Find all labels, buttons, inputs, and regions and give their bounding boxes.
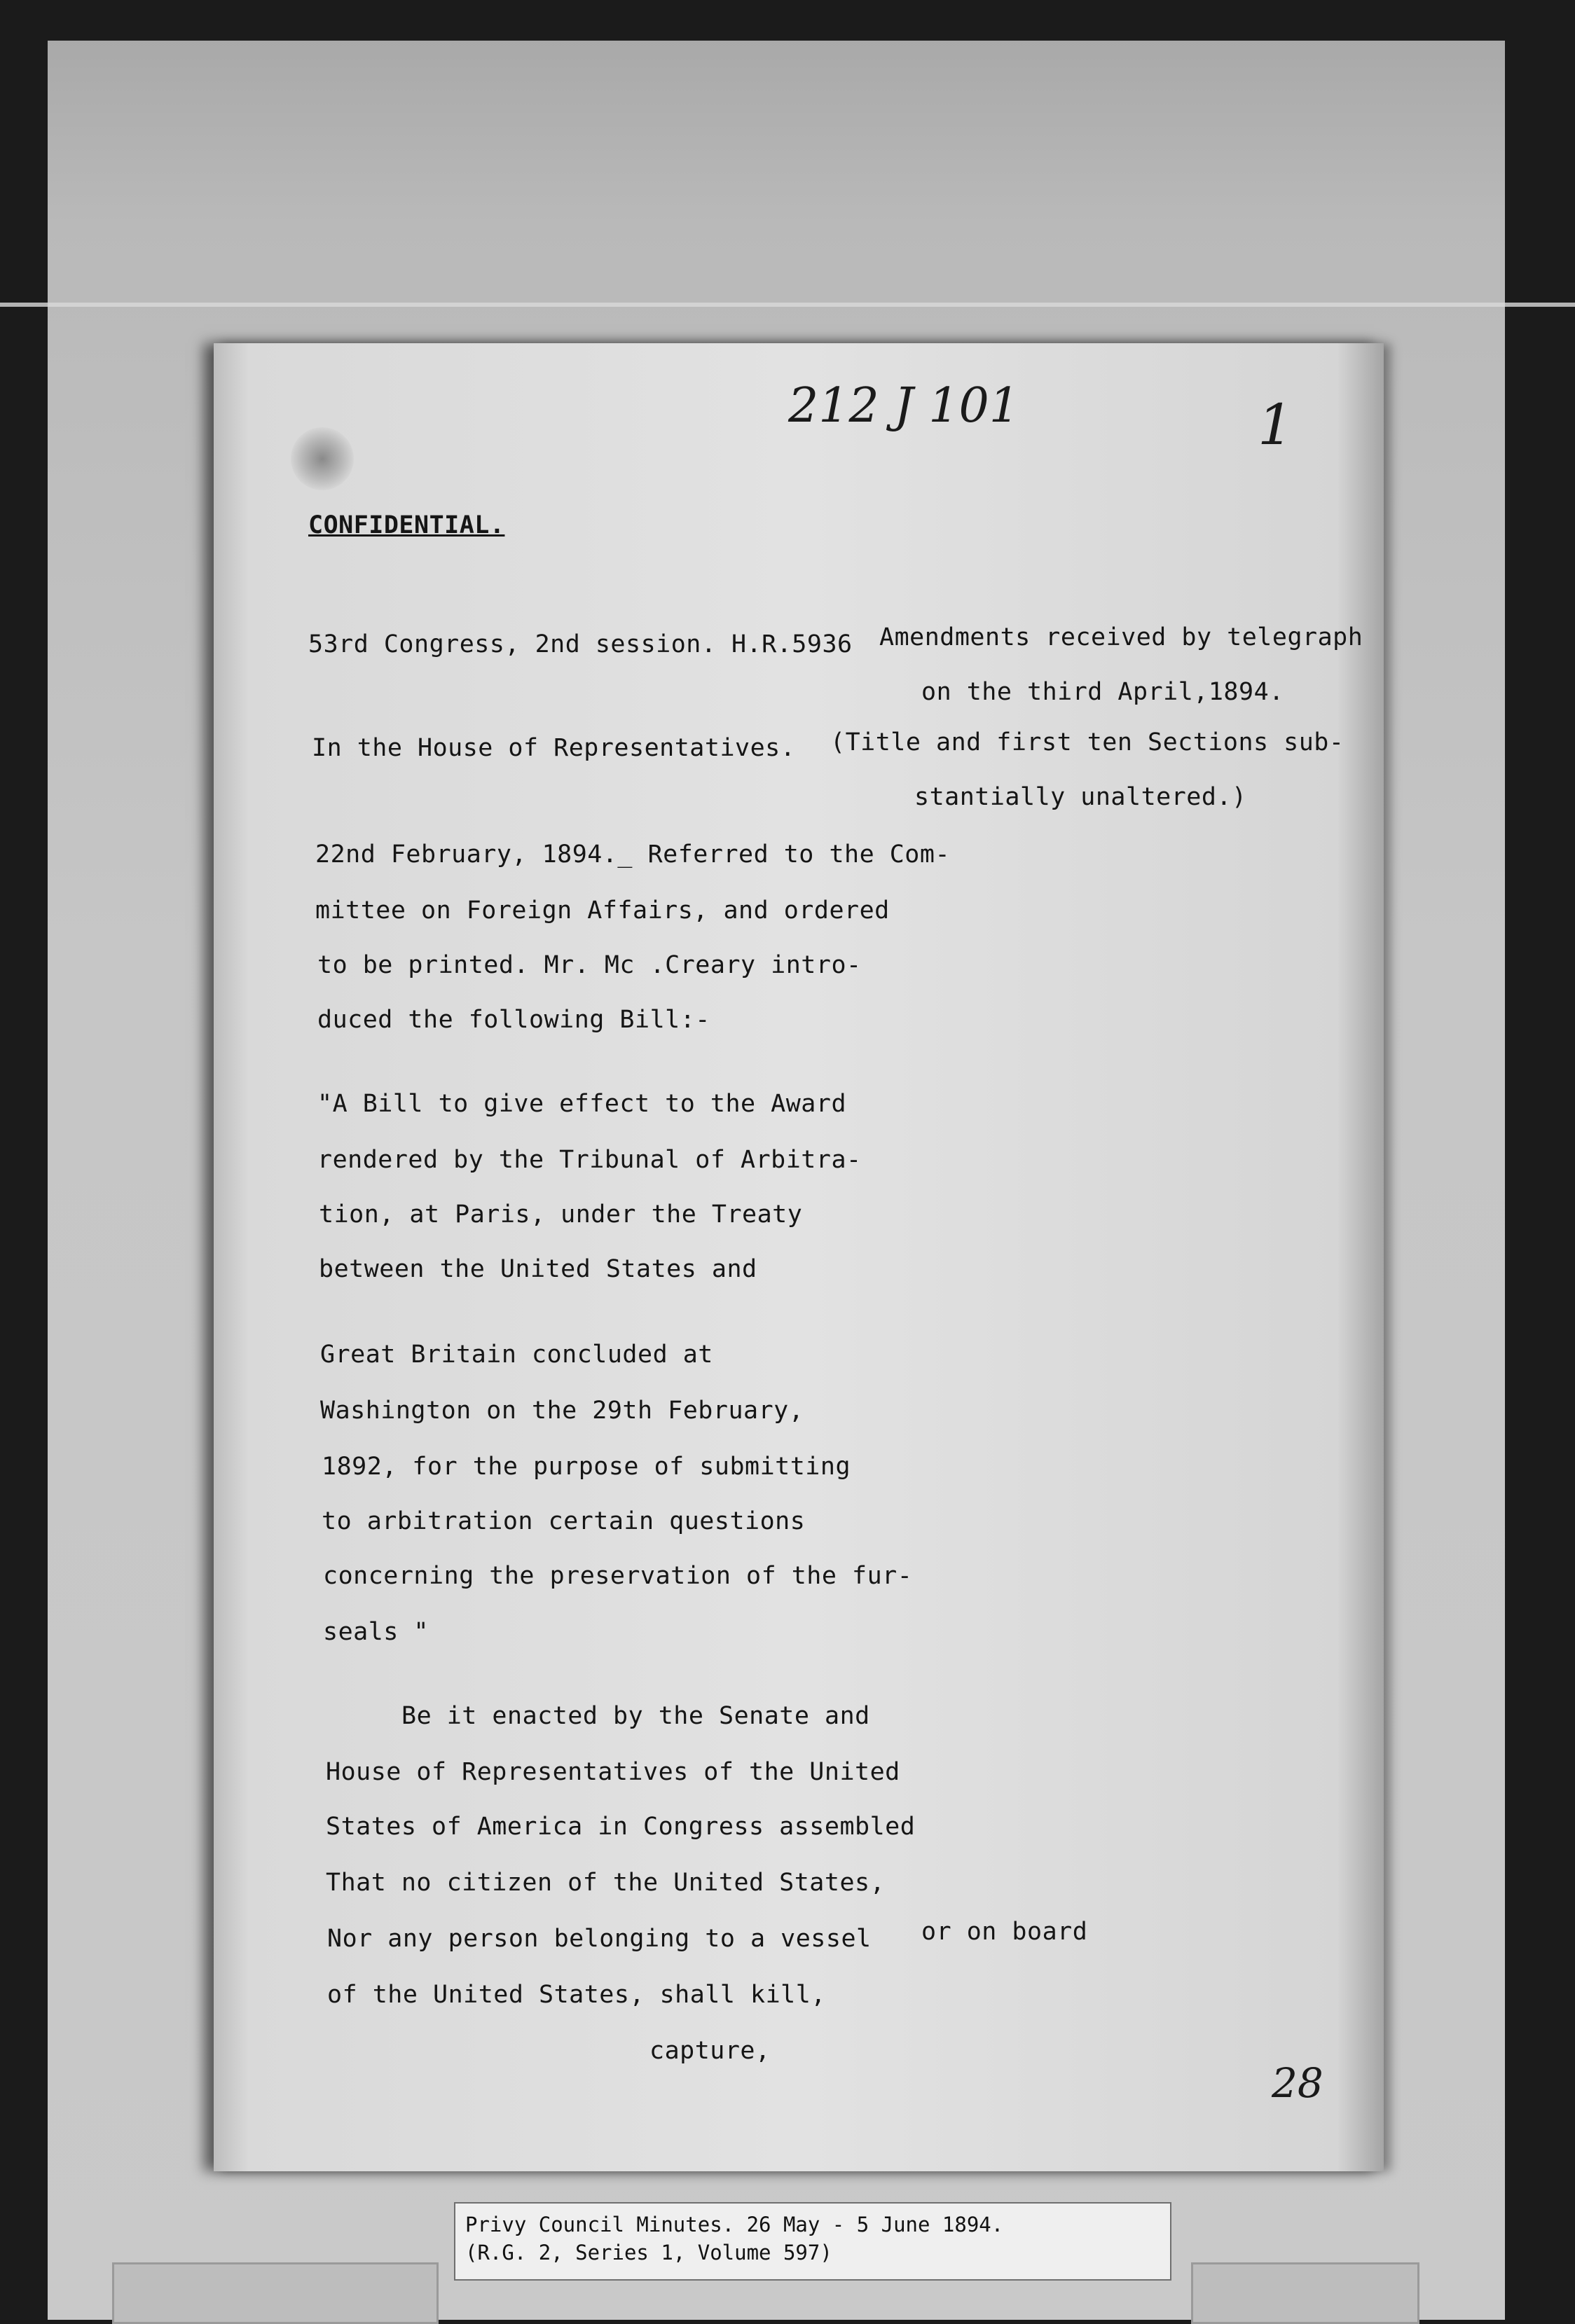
bill-title-line: concerning the preservation of the fur-: [323, 1562, 913, 1590]
binder-tab-left: [112, 2262, 439, 2324]
enacting-clause-line: capture,: [649, 2037, 771, 2065]
paragraph-line: duced the following Bill:-: [317, 1006, 710, 1034]
confidential-heading: CONFIDENTIAL.: [308, 511, 505, 539]
inserted-words: or on board: [921, 1918, 1088, 1946]
scan-line: [0, 303, 1575, 307]
bill-title-line: tion, at Paris, under the Treaty: [319, 1201, 803, 1229]
archive-label: [454, 2202, 1171, 2281]
bill-title-line: between the United States and: [319, 1255, 757, 1283]
paper-stain: [291, 427, 354, 490]
bill-title-line: seals ": [323, 1618, 429, 1646]
enacting-clause-line: That no citizen of the United States,: [326, 1869, 886, 1897]
document-page: [214, 343, 1384, 2171]
enacting-clause-line: Nor any person belonging to a vessel: [327, 1925, 872, 1953]
bill-title-line: Washington on the 29th February,: [320, 1397, 804, 1425]
amendments-note-line-2: on the third April,1894.: [921, 678, 1284, 706]
handwritten-page-number: 1: [1258, 392, 1293, 457]
binder-tab-right: [1191, 2262, 1419, 2324]
bill-title-line: "A Bill to give effect to the Award: [317, 1090, 847, 1118]
house-line: In the House of Representatives.: [312, 734, 796, 762]
congress-session-line: 53rd Congress, 2nd session. H.R.5936: [308, 630, 853, 658]
amendments-note-line-4: stantially unaltered.): [914, 783, 1247, 811]
bill-title-line: 1892, for the purpose of submitting: [322, 1453, 851, 1481]
enacting-clause-line: States of America in Congress assembled: [326, 1813, 916, 1841]
bill-title-line: to arbitration certain questions: [322, 1507, 806, 1535]
bill-title-line: Great Britain concluded at: [320, 1341, 713, 1369]
paragraph-line: to be printed. Mr. Mc .Creary intro-: [317, 951, 862, 979]
handwritten-folio-number: 28: [1272, 2059, 1323, 2107]
enacting-clause-line: of the United States, shall kill,: [327, 1981, 826, 2009]
paragraph-line: 22nd February, 1894._ Referred to the Com-: [315, 841, 951, 869]
archive-label-line-2: (R.G. 2, Series 1, Volume 597): [465, 2241, 832, 2264]
amendments-note-line-1: Amendments received by telegraph: [879, 623, 1363, 651]
amendments-note-line-3: (Title and first ten Sections sub-: [830, 728, 1344, 756]
enacting-clause-line: House of Representatives of the United: [326, 1758, 900, 1786]
bill-title-line: rendered by the Tribunal of Arbitra-: [317, 1146, 862, 1174]
enacting-clause-line: Be it enacted by the Senate and: [401, 1702, 870, 1730]
paragraph-line: mittee on Foreign Affairs, and ordered: [315, 897, 890, 925]
archive-label-line-1: Privy Council Minutes. 26 May - 5 June 1894.: [465, 2213, 1004, 2236]
handwritten-file-reference: 212 J 101: [788, 378, 1020, 434]
